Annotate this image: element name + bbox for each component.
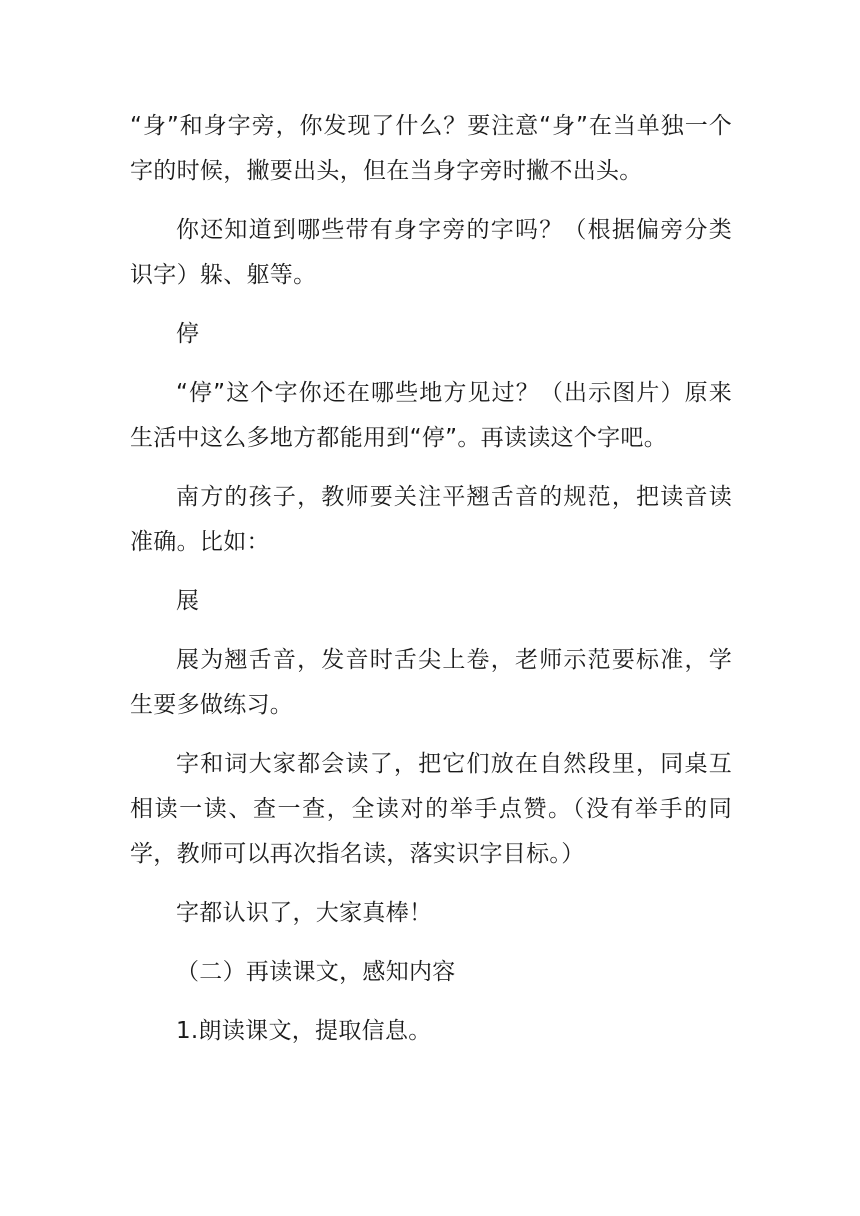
paragraph-praise: 字都认识了，大家真棒！	[176, 900, 433, 926]
paragraph-zhan-explain: 展为翘舌音，发音时舌尖上卷，老师示范要标准，学生要多做练习。	[130, 647, 732, 718]
subsection-heading: 1.朗读课文，提取信息。	[176, 1018, 432, 1044]
document-body	[130, 104, 732, 1068]
paragraph-ting-usage: “停”这个字你还在哪些地方见过？（出示图片）原来生活中这么多地方都能用到“停”。再读读这个字吧。	[130, 380, 732, 451]
section-heading: （二）再读课文，感知内容	[176, 959, 456, 985]
paragraph-read-practice: 字和词大家都会读了，把它们放在自然段里，同桌互相读一读、查一查，全读对的举手点赞。（没有举手的同学，教师可以再次指名读，落实识字目标。）	[130, 751, 732, 867]
paragraph-zhan-char: 展	[176, 588, 200, 614]
paragraph-shen-words: 你还知道到哪些带有身字旁的字吗？（根据偏旁分类识字）躲、躯等。	[130, 217, 732, 288]
paragraph-ting-char: 停	[176, 321, 200, 347]
paragraph-shen-radical: “身”和身字旁，你发现了什么？要注意“身”在当单独一个字的时候，撇要出头，但在当身字旁时撇不出头。	[130, 113, 732, 184]
paragraph-pronunciation: 南方的孩子，教师要关注平翘舌音的规范，把读音读准确。比如：	[130, 484, 732, 555]
